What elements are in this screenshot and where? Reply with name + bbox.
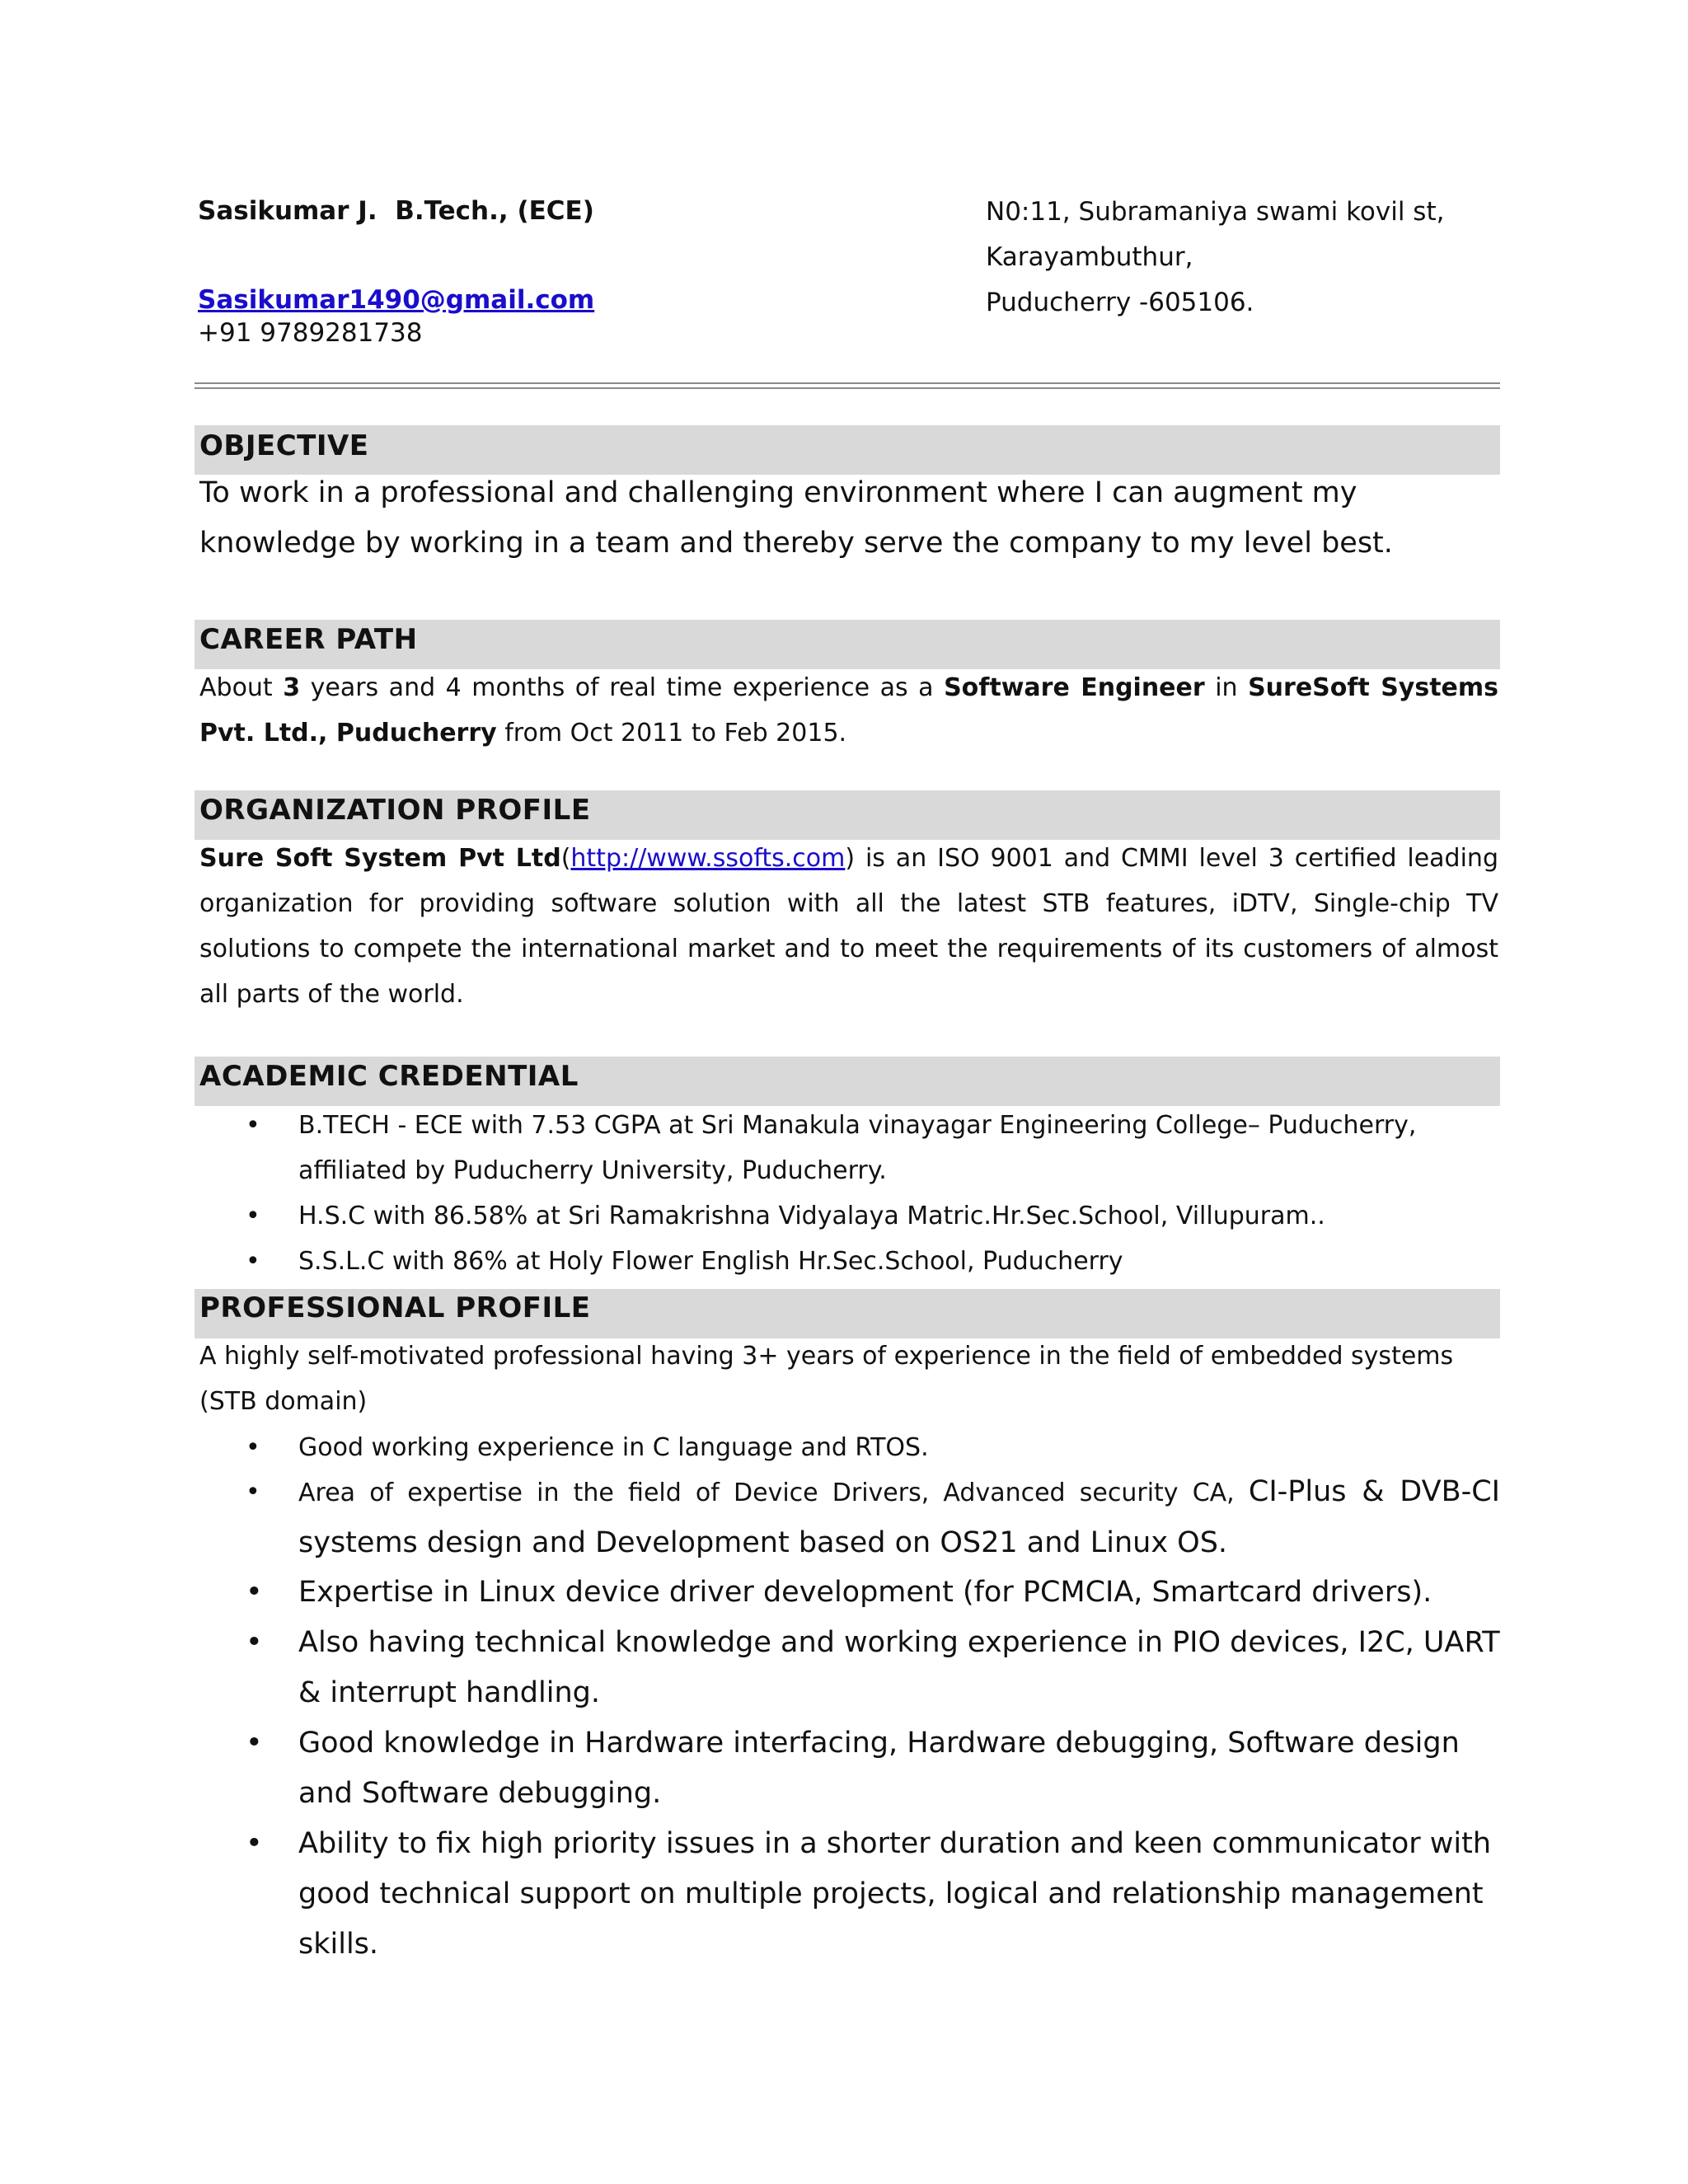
list-item: • Good knowledge in Hardware interfacing, Hardware debugging, Software design and Software debugging.	[199, 1718, 1500, 1819]
career-text: About 3 years and 4 months of real time experience as a Software Engineer in SureSoft Systems Pvt. Ltd., Puducherry from Oct 2011 to Feb 2015.	[199, 673, 1499, 748]
professional-list-small	[199, 1425, 1500, 1470]
list-item: • S.S.L.C with 86% at Holy Flower English Hr.Sec.School, Puducherry	[199, 1239, 1500, 1284]
email-link[interactable]	[198, 285, 594, 315]
list-item: • Ability to fix high priority issues in a shorter duration and keen communicator with good technical support on multiple projects, logical and relationship management skills.	[199, 1819, 1500, 1970]
header-divider-top	[195, 382, 1500, 384]
list-item: • Good working experience in C language and RTOS.	[199, 1425, 1500, 1470]
list-item: • Area of expertise in the field of Device Drivers, Advanced security CA, CI-Plus & DVB-CI systems design and Development based on OS21 and Linux OS.	[199, 1467, 1500, 1569]
header-divider-bottom	[195, 387, 1500, 389]
address-line-1: N0:11, Subramaniya swami kovil st,	[986, 197, 1445, 227]
career-heading: CAREER PATH	[199, 623, 418, 656]
phone-number: +91 9789281738	[198, 318, 423, 348]
objective-text: To work in a professional and challenging environment where I can augment my knowledge by working in a team and thereby serve the company to my level best.	[199, 476, 1393, 560]
professional-intro: A highly self-motivated professional having 3+ years of experience in the field of embedded systems (STB domain)	[199, 1342, 1454, 1416]
objective-heading: OBJECTIVE	[199, 429, 369, 462]
candidate-name: Sasikumar J. B.Tech., (ECE)	[198, 196, 594, 226]
company-name: Sure Soft System Pvt Ltd	[199, 844, 561, 873]
academic-list	[199, 1103, 1500, 1284]
professional-heading: PROFESSIONAL PROFILE	[199, 1291, 591, 1324]
objective-bar	[195, 425, 1500, 475]
list-item: • B.TECH - ECE with 7.53 CGPA at Sri Manakula vinayagar Engineering College– Puducherry, affiliated by Puducherry University, Puducherry.	[199, 1103, 1500, 1193]
company-url-link[interactable]: http://www.ssofts.com	[570, 844, 846, 873]
organization-heading: ORGANIZATION PROFILE	[199, 794, 591, 827]
professional-list-large	[199, 1568, 1500, 1970]
academic-heading: ACADEMIC CREDENTIAL	[199, 1060, 579, 1093]
address-block	[986, 190, 1444, 326]
address-line-3: Puducherry -605106.	[986, 288, 1254, 317]
email-text[interactable]: Sasikumar1490@gmail.com	[198, 285, 595, 315]
organization-text: Sure Soft System Pvt Ltd(http://www.ssofts.com) is an ISO 9001 and CMMI level 3 certified leading organization for providing software solution with all the latest STB features, iDTV, Single-chip TV solutions to compete the international market and to meet the requirements of its customers of almost all parts of the world.	[199, 844, 1498, 1009]
list-item: • Also having technical knowledge and working experience in PIO devices, I2C, UART & interrupt handling.	[199, 1618, 1500, 1718]
address-line-2: Karayambuthur,	[986, 242, 1193, 272]
list-item: • Expertise in Linux device driver development (for PCMCIA, Smartcard drivers).	[199, 1568, 1500, 1618]
list-item: • H.S.C with 86.58% at Sri Ramakrishna Vidyalaya Matric.Hr.Sec.School, Villupuram..	[199, 1193, 1500, 1239]
professional-list-mixed	[199, 1467, 1500, 1569]
